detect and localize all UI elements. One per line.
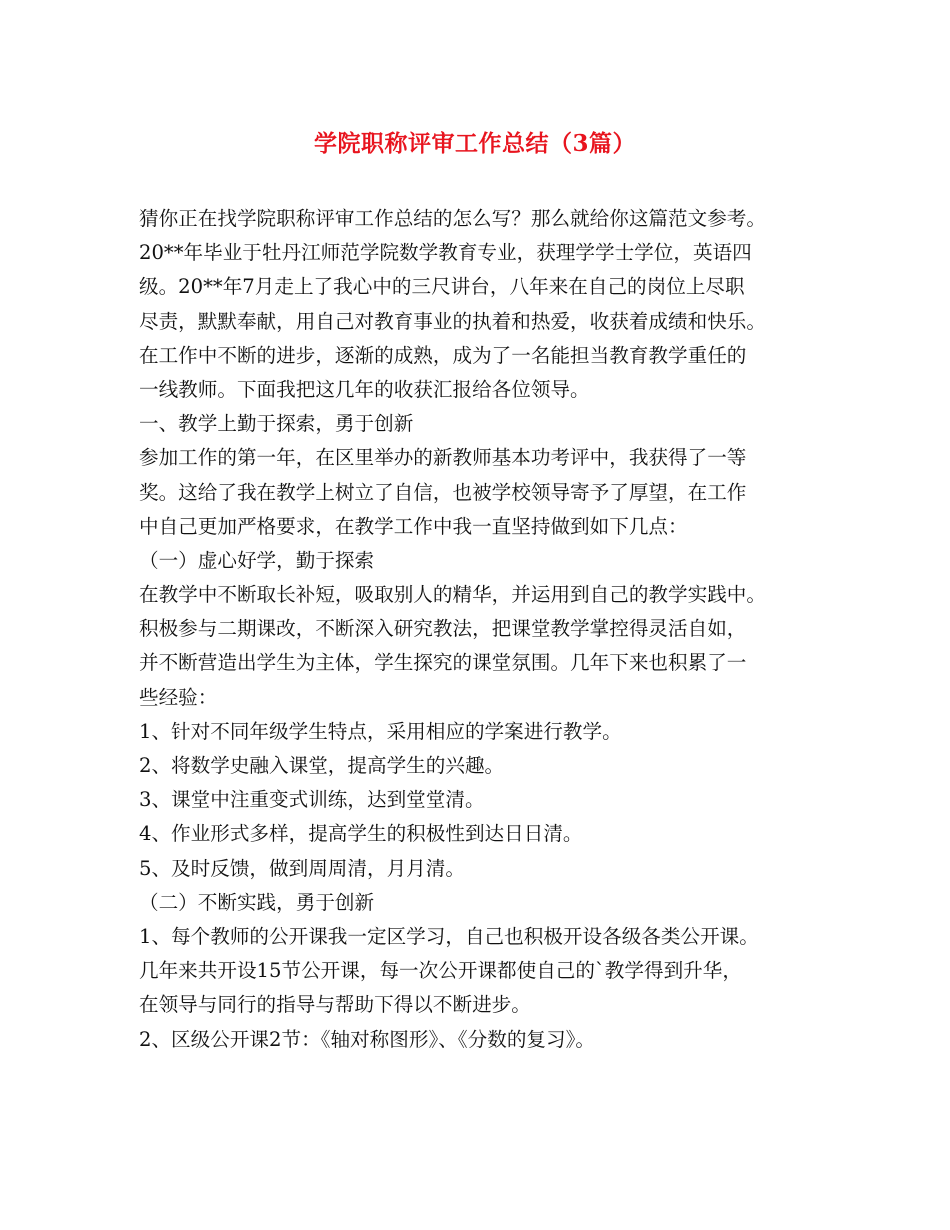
paragraph-line: 几年来共开设15节公开课，每一次公开课都使自己的`教学得到升华， xyxy=(139,959,742,983)
document-body xyxy=(139,202,839,1057)
paragraph-line: 尽责，默默奉献，用自己对教育事业的执着和热爱，收获着成绩和快乐。 xyxy=(139,309,766,333)
document-title: 学院职称评审工作总结（3篇） xyxy=(313,130,636,157)
paragraph-line: 奖。这给了我在教学上树立了自信，也被学校领导寄予了厚望，在工作 xyxy=(139,480,747,504)
list-item: 3、课堂中注重变式训练，达到堂堂清。 xyxy=(139,788,485,812)
paragraph-line: 在教学中不断取长补短，吸取别人的精华，并运用到自己的教学实践中。 xyxy=(139,583,766,607)
list-item: 1、每个教师的公开课我一定区学习，自己也积极开设各级各类公开课。 xyxy=(139,924,759,948)
paragraph-line: 猜你正在找学院职称评审工作总结的怎么写？那么就给你这篇范文参考。 xyxy=(139,207,766,230)
list-item: 2、将数学史融入课堂，提高学生的兴趣。 xyxy=(139,754,505,777)
paragraph-line: 一线教师。下面我把这几年的收获汇报给各位领导。 xyxy=(139,377,590,401)
subsection-heading: （一）虚心好学，勤于探索 xyxy=(139,548,375,572)
list-item: 5、及时反馈，做到周周清，月月清。 xyxy=(139,856,465,880)
paragraph-line: 级。20**年7月走上了我心中的三尺讲台，八年来在自己的岗位上尽职 xyxy=(139,275,745,299)
list-item: 4、作业形式多样，提高学生的积极性到达日日清。 xyxy=(139,822,583,846)
paragraph-line: 积极参与二期课改，不断深入研究教法，把课堂教学掌控得灵活自如， xyxy=(139,617,747,641)
list-item: 2、区级公开课2节：《轴对称图形》、《分数的复习》。 xyxy=(139,1027,595,1051)
paragraph-line: 些经验： xyxy=(139,685,218,709)
section-heading: 一、教学上勤于探索，勇于创新 xyxy=(139,412,414,436)
list-item: 1、针对不同年级学生特点，采用相应的学案进行教学。 xyxy=(139,719,622,743)
paragraph-line: 中自己更加严格要求，在教学工作中我一直坚持做到如下几点： xyxy=(139,514,688,538)
paragraph-line: 并不断营造出学生为主体，学生探究的课堂氛围。几年下来也积累了一 xyxy=(139,651,747,675)
paragraph-line: 在领导与同行的指导与帮助下得以不断进步。 xyxy=(139,993,531,1017)
paragraph-line: 20**年毕业于牡丹江师范学院数学教育专业，获理学学士学位，英语四 xyxy=(139,241,752,265)
paragraph-line: 在工作中不断的进步，逐渐的成熟，成为了一名能担当教育教学重任的 xyxy=(139,343,747,367)
paragraph-line: 参加工作的第一年，在区里举办的新教师基本功考评中，我获得了一等 xyxy=(139,446,747,470)
subsection-heading: （二）不断实践，勇于创新 xyxy=(139,890,375,914)
